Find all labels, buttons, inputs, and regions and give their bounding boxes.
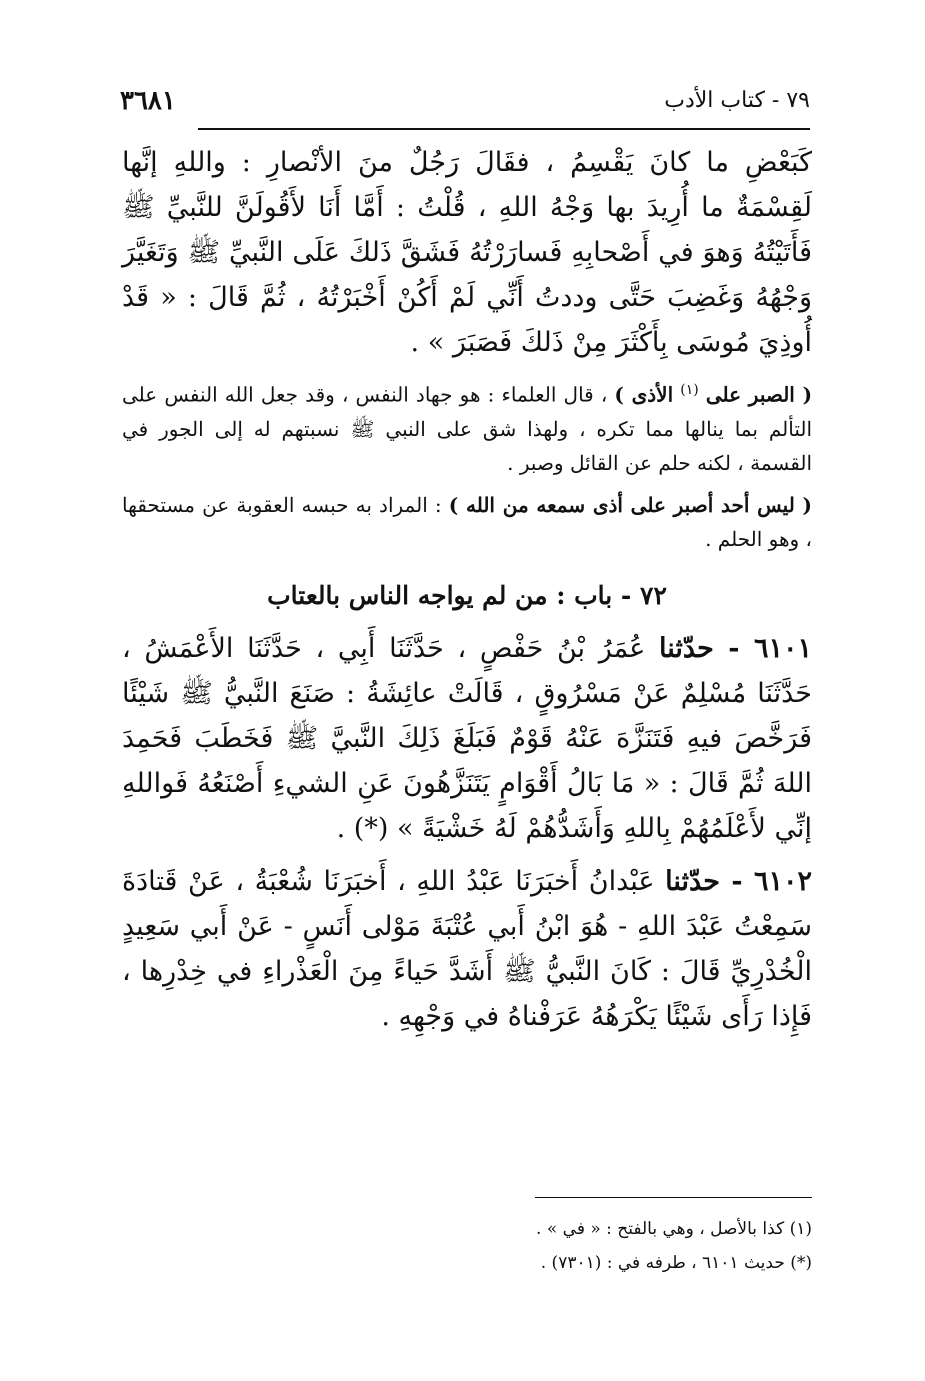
- commentary-patience: [122, 373, 812, 480]
- spacer: [122, 851, 812, 859]
- page-number: ٣٦٨١: [120, 86, 176, 116]
- spacer: [122, 618, 812, 626]
- hadith-number-label: ٦١٠٢ - حدّثنا: [665, 865, 812, 897]
- chapter-heading: ٧٢ - باب : من لم يواجه الناس بالعتاب: [267, 580, 667, 610]
- commentary-label: الأذى ): [614, 382, 674, 407]
- hadith-6101: [122, 626, 812, 851]
- page-header: [120, 82, 820, 126]
- commentary-label: ( الصبر على: [705, 382, 813, 407]
- page-body: [122, 140, 812, 1039]
- footnote-asterisk: (*) حديث ٦١٠١ ، طرفه في : (٧٣٠١) .: [540, 1253, 812, 1273]
- hadith-text: عُمَرُ بْنُ حَفْصٍ ، حَدَّثَنَا أَبِي ، حَدَّثَنَا الأَعْمَشُ ، حَدَّثَنَا مُسْلِمٌ عَنْ مَسْرُوقٍ ، قَالَتْ عائِشَةُ : صَنَعَ النَّبيُّ ﷺ شَيْئًا فَرَخَّصَ فيهِ فَتَنَزَّهَ عَنْهُ قَوْمٌ فَبَلَغَ ذَلِكَ النَّبيَّ ﷺ فَخَطَبَ فَحَمِدَ اللهَ ثُمَّ قَالَ : « مَا بَالُ أَقْوَامٍ يَتَنَزَّهُونَ عَنِ الشيءِ أَصْنَعُهُ فَواللهِ إنِّي لأَعْلَمُهُمْ بِاللهِ وَأَشَدُّهُمْ لَهُ خَشْيَةً » (*) .: [122, 632, 812, 844]
- footnote-1: (١) كذا بالأصل ، وهي بالفتح : « في » .: [536, 1219, 812, 1239]
- commentary-none-more-patient: [122, 488, 812, 556]
- spacer: [122, 556, 812, 574]
- hadith-text: عَبْدانُ أَخبَرَنَا عَبْدُ اللهِ ، أَخبَرَنَا شُعْبَةُ ، عَنْ قَتادَةَ سَمِعْتُ عَبْدَ اللهِ - هُوَ ابْنُ أَبي عُتْبَةَ مَوْلى أَنَسٍ - عَنْ أَبي سَعِيدٍ الْخُدْرِيِّ قَالَ : كَانَ النَّبيُّ ﷺ أَشَدَّ حَياءً مِنَ الْعَذْراءِ في خِدْرِها ، فَإِذا رَأَى شَيْئًا يَكْرَهُهُ عَرَفْناهُ في وَجْهِهِ .: [122, 865, 812, 1032]
- hadith-continuation: كَبَعْضِ ما كانَ يَقْسِمُ ، فقَالَ رَجُلٌ منَ الأنْصارِ : واللهِ إنَّها لَقِسْمَةٌ ما أُرِيدَ بها وَجْهُ اللهِ ، قُلْتُ : أَمَّا أَنَا لأَقُولَنَّ للنَّبيِّ ﷺ فَأَتَيْتُهُ وَهوَ في أَصْحابِهِ فَسارَرْتُهُ فَشَقَّ ذَلكَ عَلَى النَّبيِّ ﷺ وَتَغَيَّرَ وَجْهُهُ وَغَضِبَ حَتَّى وددتُ أَنِّي لَمْ أَكُنْ أَخْبَرْتُهُ ، ثُمَّ قَالَ : « قَدْ أُوذِيَ مُوسَى بِأَكْثَرَ مِنْ ذَلكَ فَصَبَرَ » .: [122, 147, 812, 358]
- commentary-label: ( ليس أحد أصبر على أذى سمعه من الله ): [448, 492, 812, 517]
- header-rule: [198, 128, 810, 130]
- spacer: [122, 365, 812, 373]
- commentary-text: : المراد به حبسه العقوبة عن مستحقها ، وهو الحلم .: [122, 492, 812, 551]
- footnote-rule: [535, 1197, 812, 1198]
- footnotes: [200, 1212, 812, 1280]
- commentary-text: ، قال العلماء : هو جهاد النفس ، وقد جعل الله النفس على التألم بما ينالها مما تكره ، ولهذا شق على النبي ﷺ نسبتهم له إلى الجور في القسمة ، لكنه حلم عن القائل وصبر .: [122, 382, 812, 475]
- chapter-title: ٧٩ - كتاب الأدب: [664, 88, 810, 113]
- hadith-number-label: ٦١٠١ - حدّثنا: [659, 632, 812, 664]
- footnote-marker: (١): [680, 382, 699, 398]
- hadith-6102: [122, 859, 812, 1039]
- spacer: [122, 480, 812, 488]
